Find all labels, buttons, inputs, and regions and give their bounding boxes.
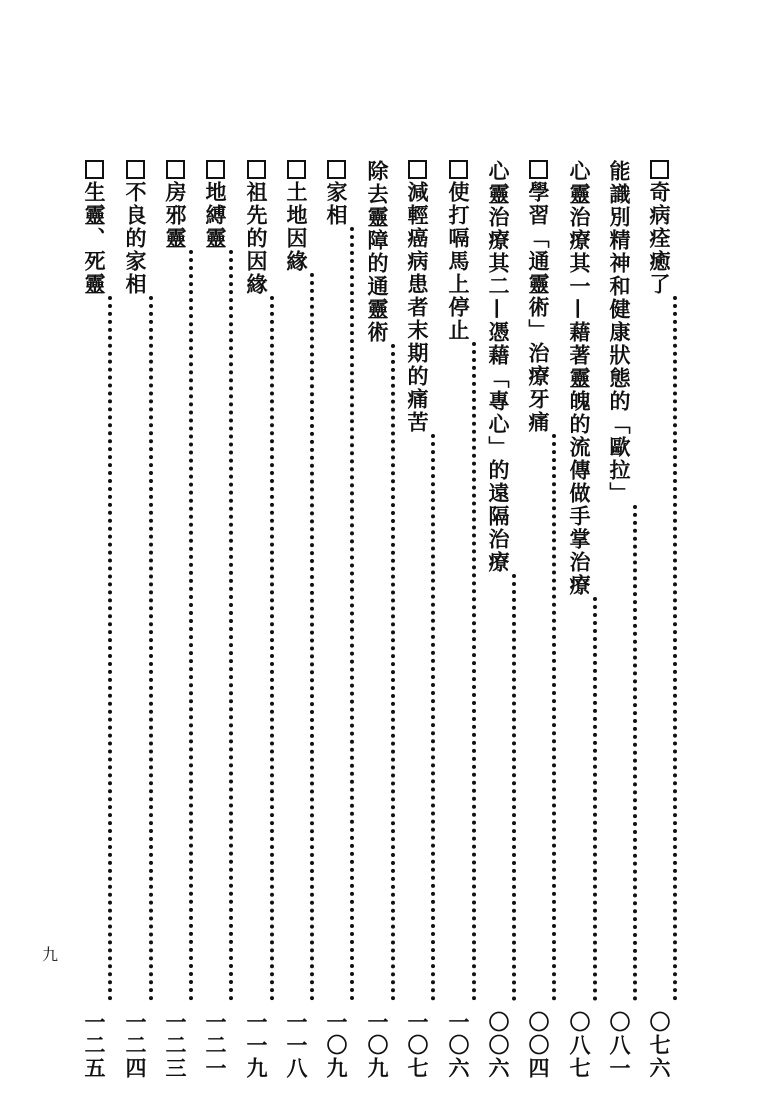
entry-page: 一〇六 [446,1011,471,1080]
checkbox-icon [126,160,145,179]
checkbox-icon [408,160,427,179]
entry-title: 使打嗝馬上停止 [446,181,471,342]
toc-entry [318,160,354,1080]
toc-entry [76,160,112,1080]
dot-leader [278,273,314,1001]
dot-leader [520,434,556,1001]
entry-title: 學習「通靈術」治療牙痛 [526,181,551,434]
dot-leader [359,344,395,1001]
toc-entry [238,160,274,1080]
toc-entry [480,160,516,1080]
toc-entry [359,160,395,1080]
checkbox-icon [529,160,548,179]
toc-entry [561,160,597,1080]
checkbox-icon [247,160,266,179]
dot-leader [561,597,597,1001]
entry-page: 〇七六 [647,1011,672,1080]
toc-entry [278,160,314,1080]
toc-entry [399,160,435,1080]
entry-page: 〇八一 [607,1011,632,1080]
entry-page: 〇八七 [567,1011,592,1080]
dot-leader [238,296,274,1001]
entry-title: 心靈治療其二—憑藉「專心」的遠隔治療 [486,160,511,574]
checkbox-icon [449,160,468,179]
toc-entry [520,160,556,1080]
entry-page: 一二一 [203,1011,228,1080]
toc-entry [197,160,233,1080]
entry-page: 一二五 [82,1011,107,1080]
toc-entry [601,160,637,1080]
entry-page: 一一九 [244,1011,269,1080]
dot-leader [601,505,637,1001]
checkbox-icon [327,160,346,179]
entry-page: 一二三 [163,1011,188,1080]
entry-page: 〇〇四 [526,1011,551,1080]
entry-title: 心靈治療其一—藉著靈魄的流傳做手掌治療 [567,160,592,597]
entry-title: 除去靈障的通靈術 [365,160,390,344]
dot-leader [157,250,193,1001]
entry-page: 一〇七 [405,1011,430,1080]
entry-title: 不良的家相 [123,181,148,296]
entry-title: 家相 [324,181,349,227]
checkbox-icon [166,160,185,179]
entry-page: 一〇九 [365,1011,390,1080]
entry-page: 一二四 [123,1011,148,1080]
entry-title: 祖先的因緣 [244,181,269,296]
toc-entry [440,160,476,1080]
toc-entry [117,160,153,1080]
entry-page: 一一八 [284,1011,309,1080]
entry-title: 地縛靈 [203,181,228,250]
entry-title: 生靈、死靈 [82,181,107,296]
dot-leader [440,342,476,1001]
checkbox-icon [287,160,306,179]
entry-title: 房邪靈 [163,181,188,250]
dot-leader [480,574,516,1001]
dot-leader [76,296,112,1001]
toc-entry [157,160,193,1080]
checkbox-icon [650,160,669,179]
entry-title: 減輕癌病患者末期的痛苦 [405,181,430,434]
dot-leader [197,250,233,1001]
dot-leader [399,434,435,1001]
entry-title: 奇病痊癒了 [647,181,672,296]
toc-entry [641,160,677,1080]
dot-leader [641,296,677,1001]
dot-leader [117,296,153,1001]
checkbox-icon [206,160,225,179]
dot-leader [318,227,354,1001]
entry-page: 一〇九 [324,1011,349,1080]
checkbox-icon [85,160,104,179]
entry-title: 土地因緣 [284,181,309,273]
entry-title: 能識別精神和健康狀態的「歐拉」 [607,160,632,505]
page-number: 九 [42,945,59,964]
entry-page: 〇〇六 [486,1011,511,1080]
